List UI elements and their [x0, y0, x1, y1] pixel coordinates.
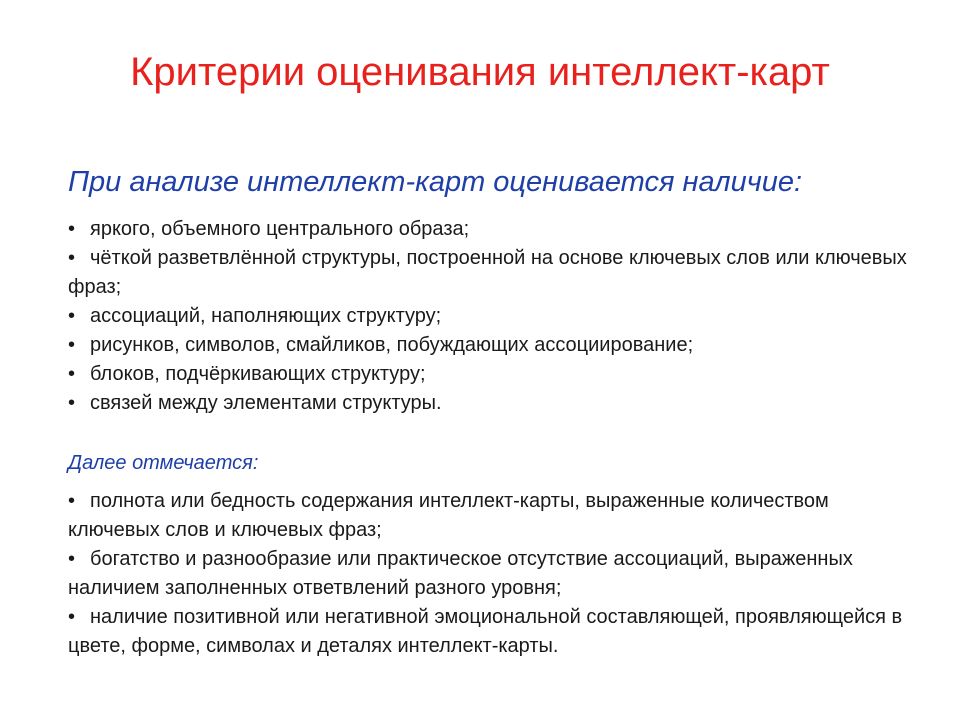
list-item-text: полнота или бедность содержания интеллект-карты, выраженные количеством ключевых слов и ключевых фраз;: [68, 490, 829, 541]
list-item: [68, 389, 918, 418]
list-item: [68, 545, 918, 603]
intro-heading: При анализе интеллект-карт оценивается наличие:: [68, 166, 803, 198]
bullet: •: [68, 606, 76, 628]
list-item: [68, 360, 918, 389]
further-list: [68, 487, 918, 661]
list-item: [68, 302, 918, 331]
bullet: •: [68, 363, 76, 385]
list-item: [68, 487, 918, 545]
list-item-text: наличие позитивной или негативной эмоциональной составляющей, проявляющейся в цвете, форме, символах и деталях интеллект-карты.: [68, 606, 903, 657]
list-item-text: ассоциаций, наполняющих структуру;: [90, 305, 442, 327]
further-heading: Далее отмечается:: [68, 452, 259, 474]
list-item: [68, 215, 918, 244]
list-item-text: связей между элементами структуры.: [90, 392, 442, 414]
list-item-text: богатство и разнообразие или практическое отсутствие ассоциаций, выраженных наличием заполненных ответвлений разного уровня;: [68, 548, 853, 599]
bullet: •: [68, 392, 76, 414]
list-item-text: чёткой разветвлённой структуры, построенной на основе ключевых слов или ключевых фраз;: [68, 247, 907, 298]
criteria-list: [68, 215, 918, 418]
bullet: •: [68, 247, 76, 269]
bullet: •: [68, 548, 76, 570]
slide-title: Критерии оценивания интеллект-карт: [130, 50, 830, 94]
bullet: •: [68, 490, 76, 512]
list-item: [68, 331, 918, 360]
list-item: [68, 603, 918, 661]
list-item-text: яркого, объемного центрального образа;: [90, 218, 470, 240]
bullet: •: [68, 334, 76, 356]
list-item-text: рисунков, символов, смайликов, побуждающих ассоциирование;: [90, 334, 694, 356]
list-item: [68, 244, 918, 302]
bullet: •: [68, 305, 76, 327]
list-item-text: блоков, подчёркивающих структуру;: [90, 363, 426, 385]
bullet: •: [68, 218, 76, 240]
